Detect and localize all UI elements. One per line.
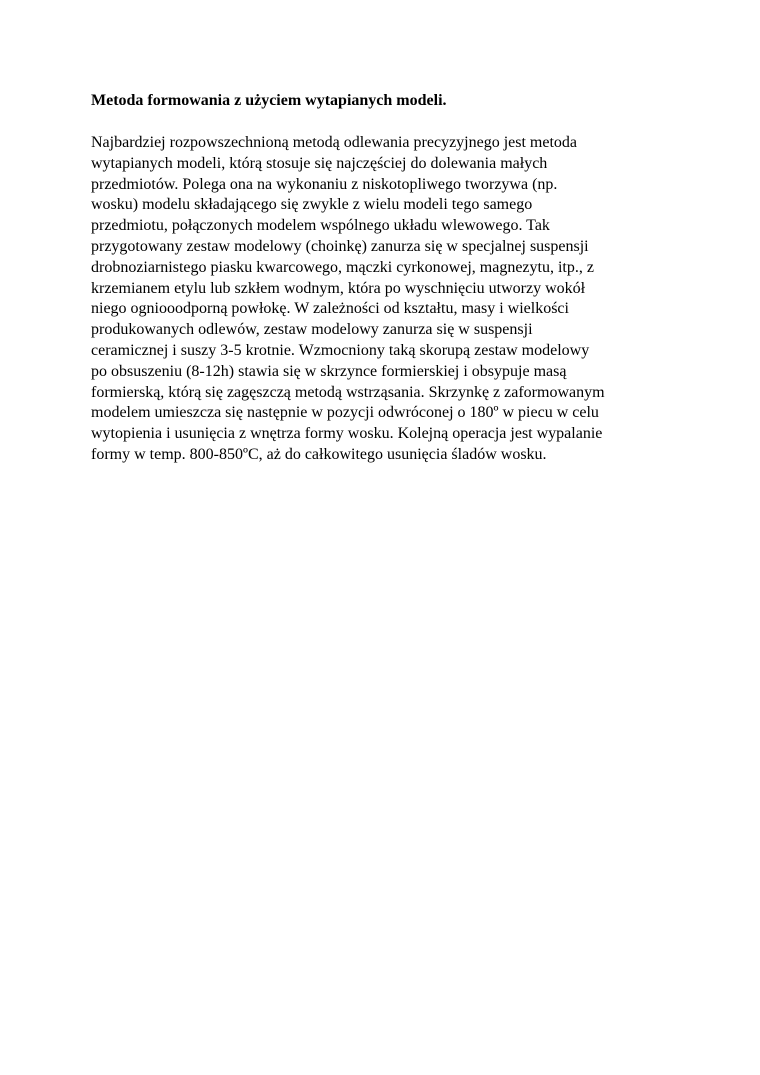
- paragraph-line: Najbardziej rozpowszechnioną metodą odlewania precyzyjnego jest metoda: [91, 134, 578, 151]
- paragraph-line: produkowanych odlewów, zestaw modelowy zanurza się w suspensji: [91, 321, 533, 339]
- paragraph-line: modelem umieszcza się następnie w pozycji odwróconej o 180º w piecu w celu: [91, 404, 599, 422]
- paragraph-line: drobnoziarnistego piasku kwarcowego, mączki cyrkonowej, magnezytu, itp., z: [91, 258, 594, 276]
- paragraph-line: wosku) modelu składającego się zwykle z wielu modeli tego samego: [91, 196, 533, 214]
- document-content: [91, 90, 681, 466]
- paragraph-line: przygotowany zestaw modelowy (choinkę) zanurza się w specjalnej suspensji: [91, 237, 589, 255]
- paragraph-line: niego ogniooodporną powłokę. W zależności od kształtu, masy i wielkości: [91, 300, 569, 318]
- document-paragraph: [91, 133, 681, 466]
- document-title: Metoda formowania z użyciem wytapianych modeli.: [91, 92, 447, 109]
- paragraph-line: wytapianych modeli, którą stosuje się najczęściej do dolewania małych: [91, 154, 548, 172]
- paragraph-line: formierską, którą się zagęszczą metodą wstrząsania. Skrzynkę z zaformowanym: [91, 383, 605, 401]
- paragraph-line: formy w temp. 800-850ºC, aż do całkowitego usunięcia śladów wosku.: [91, 445, 547, 463]
- paragraph-line: przedmiotu, połączonych modelem wspólnego układu wlewowego. Tak: [91, 217, 550, 235]
- paragraph-line: ceramicznej i suszy 3-5 krotnie. Wzmocniony taką skorupą zestaw modelowy: [91, 341, 590, 359]
- paragraph-line: krzemianem etylu lub szkłem wodnym, która po wyschnięciu utworzy wokół: [91, 279, 586, 297]
- paragraph-line: po obsuszeniu (8-12h) stawia się w skrzynce formierskiej i obsypuje masą: [91, 362, 567, 380]
- paragraph-line: wytopienia i usunięcia z wnętrza formy wosku. Kolejną operacja jest wypalanie: [91, 425, 603, 443]
- paragraph-line: przedmiotów. Polega ona na wykonaniu z niskotopliwego tworzywa (np.: [91, 175, 558, 193]
